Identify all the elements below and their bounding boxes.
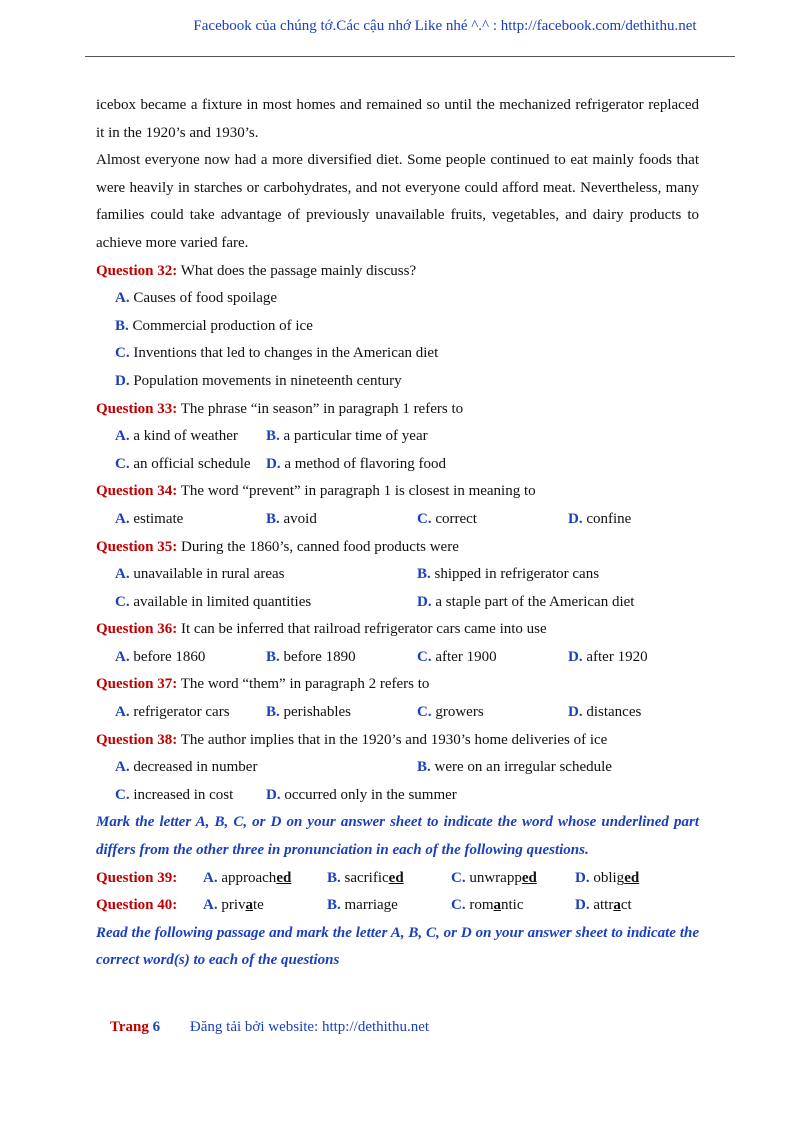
option-b[interactable]: B. shipped in refrigerator cans: [417, 566, 600, 583]
question-label: Question 40:: [96, 897, 178, 914]
question-40: [96, 892, 699, 920]
page-header: Facebook của chúng tớ.Các cậu nhớ Like nhé ^.^ : http://facebook.com/dethithu.net: [193, 18, 697, 34]
question-text: The author implies that in the 1920’s and 1930’s home deliveries of ice: [177, 731, 608, 748]
option-d[interactable]: D. after 1920: [568, 648, 648, 665]
question-text: During the 1860’s, canned food products were: [177, 538, 459, 555]
website-credit[interactable]: Đăng tải bởi website: http://dethithu.net: [189, 1019, 430, 1035]
question-34: [96, 478, 699, 533]
option-b[interactable]: B. Commercial production of ice: [115, 317, 313, 334]
option-b[interactable]: B. avoid: [266, 510, 317, 527]
question-38: [96, 727, 699, 810]
option-d[interactable]: D. Population movements in nineteenth century: [115, 372, 402, 389]
option-c[interactable]: C. unwrapped: [451, 869, 537, 886]
option-c[interactable]: C. Inventions that led to changes in the American diet: [115, 345, 439, 362]
question-label: Question 38:: [96, 731, 178, 748]
option-a[interactable]: A. Causes of food spoilage: [115, 290, 278, 307]
option-d[interactable]: D. obliged: [575, 869, 640, 886]
question-text: The word “them” in paragraph 2 refers to: [177, 676, 430, 693]
option-c[interactable]: C. growers: [417, 704, 484, 721]
option-b[interactable]: B. a particular time of year: [266, 428, 428, 445]
option-d[interactable]: D. a method of flavoring food: [266, 455, 446, 472]
option-a[interactable]: A. estimate: [115, 510, 184, 527]
option-d[interactable]: D. distances: [568, 704, 642, 721]
question-39: [96, 865, 699, 893]
question-32: [96, 258, 699, 396]
question-label: Question 33:: [96, 400, 178, 417]
option-a[interactable]: A. a kind of weather: [115, 428, 238, 445]
question-35: [96, 534, 699, 617]
option-b[interactable]: B. were on an irregular schedule: [417, 759, 612, 776]
question-text: What does the passage mainly discuss?: [177, 262, 417, 279]
option-a[interactable]: A. unavailable in rural areas: [115, 566, 285, 583]
option-c[interactable]: C. an official schedule: [115, 455, 251, 472]
option-a[interactable]: A. refrigerator cars: [115, 704, 230, 721]
reading-instruction: Read the following passage and mark the letter A, B, C, or D on your answer sheet to indicate the correct word(s) to each of the questions: [96, 924, 699, 969]
option-c[interactable]: C. romantic: [451, 897, 524, 914]
option-c[interactable]: C. available in limited quantities: [115, 593, 312, 610]
question-text: The word “prevent” in paragraph 1 is closest in meaning to: [177, 483, 536, 500]
option-b[interactable]: B. perishables: [266, 704, 351, 721]
option-a[interactable]: A. decreased in number: [115, 759, 258, 776]
question-label: Question 35:: [96, 538, 178, 555]
question-label: Question 32:: [96, 262, 178, 279]
page-number: 6: [152, 1019, 161, 1035]
question-33: [96, 396, 699, 479]
option-d[interactable]: D. a staple part of the American diet: [417, 593, 635, 610]
option-d[interactable]: D. attract: [575, 897, 632, 914]
question-text: It can be inferred that railroad refrigerator cars came into use: [177, 621, 547, 638]
question-label: Question 37:: [96, 676, 178, 693]
option-b[interactable]: B. before 1890: [266, 648, 356, 665]
question-37: [96, 671, 699, 726]
header-divider: [85, 56, 735, 57]
page-content: [96, 92, 699, 975]
question-36: [96, 616, 699, 671]
question-label: Question 36:: [96, 621, 178, 638]
option-d[interactable]: D. occurred only in the summer: [266, 786, 457, 803]
option-b[interactable]: B. marriage: [327, 897, 398, 914]
option-a[interactable]: A. private: [203, 897, 264, 914]
option-b[interactable]: B. sacrificed: [327, 869, 404, 886]
option-d[interactable]: D. confine: [568, 510, 632, 527]
option-c[interactable]: C. increased in cost: [115, 786, 234, 803]
page-footer: [110, 1019, 429, 1036]
question-label: Question 34:: [96, 483, 178, 500]
passage-paragraph-1: icebox became a fixture in most homes and remained so until the mechanized refrigerator replaced it in the 1920’s and 1930’s.: [96, 97, 699, 141]
page-label: Trang: [110, 1019, 149, 1035]
question-label: Question 39:: [96, 869, 178, 886]
option-a[interactable]: A. approached: [203, 869, 292, 886]
question-text: The phrase “in season” in paragraph 1 refers to: [177, 400, 464, 417]
option-c[interactable]: C. correct: [417, 510, 477, 527]
passage-paragraph-2: Almost everyone now had a more diversified diet. Some people continued to eat mainly foods that were heavily in starches or carbohydrates, and not everyone could afford meat. Nevertheless, many families could take advantage of previously unavailable fruits, vegetables, and dairy products to achieve more varied fare.: [96, 152, 699, 251]
pronunciation-instruction: Mark the letter A, B, C, or D on your answer sheet to indicate the word whose underlined part differs from the other three in pronunciation in each of the following questions.: [96, 814, 699, 859]
option-a[interactable]: A. before 1860: [115, 648, 206, 665]
option-c[interactable]: C. after 1900: [417, 648, 497, 665]
